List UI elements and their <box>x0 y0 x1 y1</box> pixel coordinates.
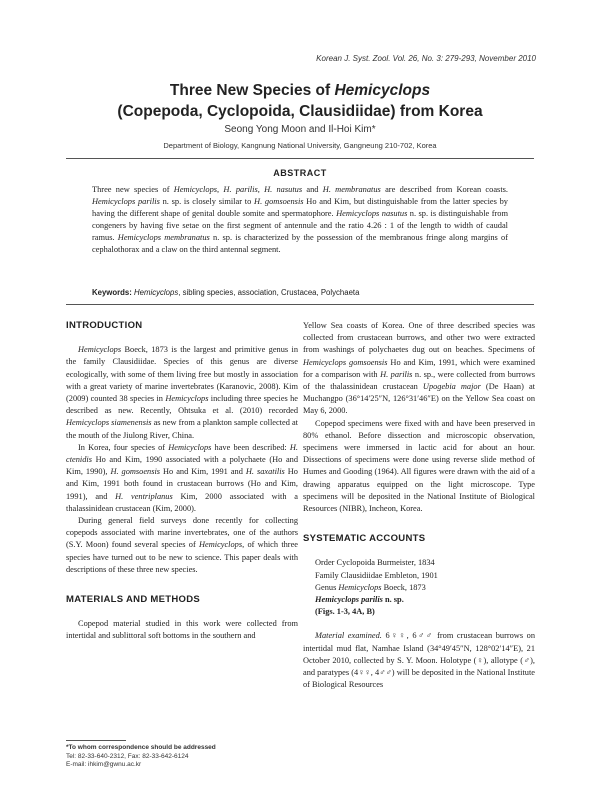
keywords: Keywords: Hemicyclops, sibling species, association, Crustacea, Polychaeta <box>92 288 360 297</box>
introduction-heading: INTRODUCTION <box>66 320 143 331</box>
left-column <box>66 320 298 643</box>
footnote-line-1: *To whom correspondence should be addressed <box>66 744 216 751</box>
keywords-label: Keywords: <box>92 288 132 297</box>
abstract-top-rule <box>66 158 534 159</box>
abstract-heading: ABSTRACT <box>273 168 327 178</box>
footnote-line-3: E-mail: ihkim@gwnu.ac.kr <box>66 761 142 768</box>
title-line2: (Copepoda, Cyclopoida, Clausidiidae) from Korea <box>117 103 483 120</box>
paper-title <box>0 80 600 122</box>
right-column <box>303 320 535 691</box>
material-examined: Material examined. 6♀♀, 6♂♂ from crustacean burrows on intertidal mud flat, Namhae Island (34°49′45″N, 128°02′14″E), 21 October 2010, collected by S. Y. Moon. Holotype (♀), allotype (♂), and paratypes (4♀♀, 4♂♂) will be deposited in the National Institute of Biological Resources <box>303 631 536 690</box>
title-line1-prefix: Three New Species of <box>169 82 335 99</box>
taxon-species: Hemicyclops parilis n. sp. <box>315 595 404 605</box>
taxon-genus: Genus Hemicyclops Boeck, 1873 <box>315 582 426 592</box>
title-line1-genus: Hemicyclops <box>334 82 431 99</box>
journal-citation: Korean J. Syst. Zool. Vol. 26, No. 3: 279-293, November 2010 <box>316 54 536 63</box>
footnote-line-2: Tel: 82-33-640-2312, Fax: 82-33-642-6124 <box>66 752 189 760</box>
methods-paragraph-1: Copepod material studied in this work were collected from intertidal and sublittoral soft bottoms in the southern and <box>66 619 298 641</box>
author-list: Seong Yong Moon and Il-Hoi Kim* <box>224 124 376 135</box>
methods-paragraph-1-cont: Yellow Sea coasts of Korea. One of three described species was collected from crustacean burrows, and other two were extracted from washings of polychaetes dug out on beaches. Specimens of Hemicyclops gomsoensis Ho and Kim, 1991, which were examined for a comparison with H. parilis n. sp., were collected from burrows of the thalassinidean crustacean Upogebia major (De Haan) at Muchangpo (36°14′25″N, 126°31′46″E) on the Yellow Sea coast on May 6, 2000. <box>303 321 535 416</box>
correspondence-footnote <box>66 744 216 770</box>
intro-paragraph-1: Hemicyclops Boeck, 1873 is the largest and primitive genus in the family Clausidiidae. Species of this genus are diverse ecologically, with some of them living free but mostly in association with a great variety of marine invertebrates (Karanovic, 2008). Kim (2009) counted 38 species in Hemicyclops including three species he described as new. Recently, Ohtsuka et al. (2010) recorded Hemicyclops siamenensis as new from a plankton sample collected at the mouth of the Jiulong River, China. <box>66 345 298 440</box>
abstract-body: Three new species of Hemicyclops, H. parilis, H. nasutus and H. membranatus are described from Korean coasts. Hemicyclops parilis n. sp. is closely similar to H. gomsoensis Ho and Kim, but distinguishable from the latter species by having the different shape of genital double somite and spermatophore. Hemicyclops nasutus n. sp. is distinguishable from congeners by having five setae on the first segment of antennule and the ratio 4.26 : 1 of the length to width of caudal ramus. Hemicyclops membranatus n. sp. is characterized by the possession of the membranous fringe along margins of cephalothorax and a claw on the third antennal segment. <box>92 185 508 254</box>
methods-paragraph-2: Copepod specimens were fixed with and have been preserved in 80% ethanol. Before dissection and microscopic observation, specimens were immersed in lactic acid for about an hour. Dissections of specimens were done using reverse slide method of Humes and Gooding (1964). All figures were drawn with the aid of a drawing apparatus equipped on the light microscope. Type specimens will be deposited in the National Institute of Biological Resources (NIBR), Incheon, Korea. <box>303 418 535 514</box>
taxon-order: Order Cyclopoida Burmeister, 1834 <box>315 558 435 568</box>
systematic-accounts-heading: SYSTEMATIC ACCOUNTS <box>303 533 426 545</box>
intro-paragraph-2: In Korea, four species of Hemicyclops have been described: H. ctenidis Ho and Kim, 1990 associated with a polychaete (Ho and Kim, 1990), H. gomsoensis Ho and Kim, 1991 and H. saxatilis Ho and Kim, 1991 both found in crustacean burrows (Ho and Kim, 1991), and H. ventriplanus Kim, 2000 associated with a thalassinidean crustacean (Kim, 2000). <box>66 442 298 513</box>
intro-paragraph-3: During general field surveys done recently for collecting copepods associated with marine invertebrates, one of the authors (S.Y. Moon) found several species of Hemicyclops, of which three species have turned out to be new to science. This paper deals with descriptions of these three new species. <box>66 516 298 574</box>
figure-reference: (Figs. 1-3, 4A, B) <box>315 607 375 617</box>
materials-methods-heading: MATERIALS AND METHODS <box>66 594 201 606</box>
affiliation: Department of Biology, Kangnung National University, Gangneung 210-702, Korea <box>163 141 437 150</box>
taxon-family: Family Clausidiidae Embleton, 1901 <box>315 570 438 580</box>
footnote-rule <box>66 740 126 741</box>
abstract-bottom-rule <box>66 304 534 305</box>
material-examined-label: Material examined. <box>315 631 382 641</box>
